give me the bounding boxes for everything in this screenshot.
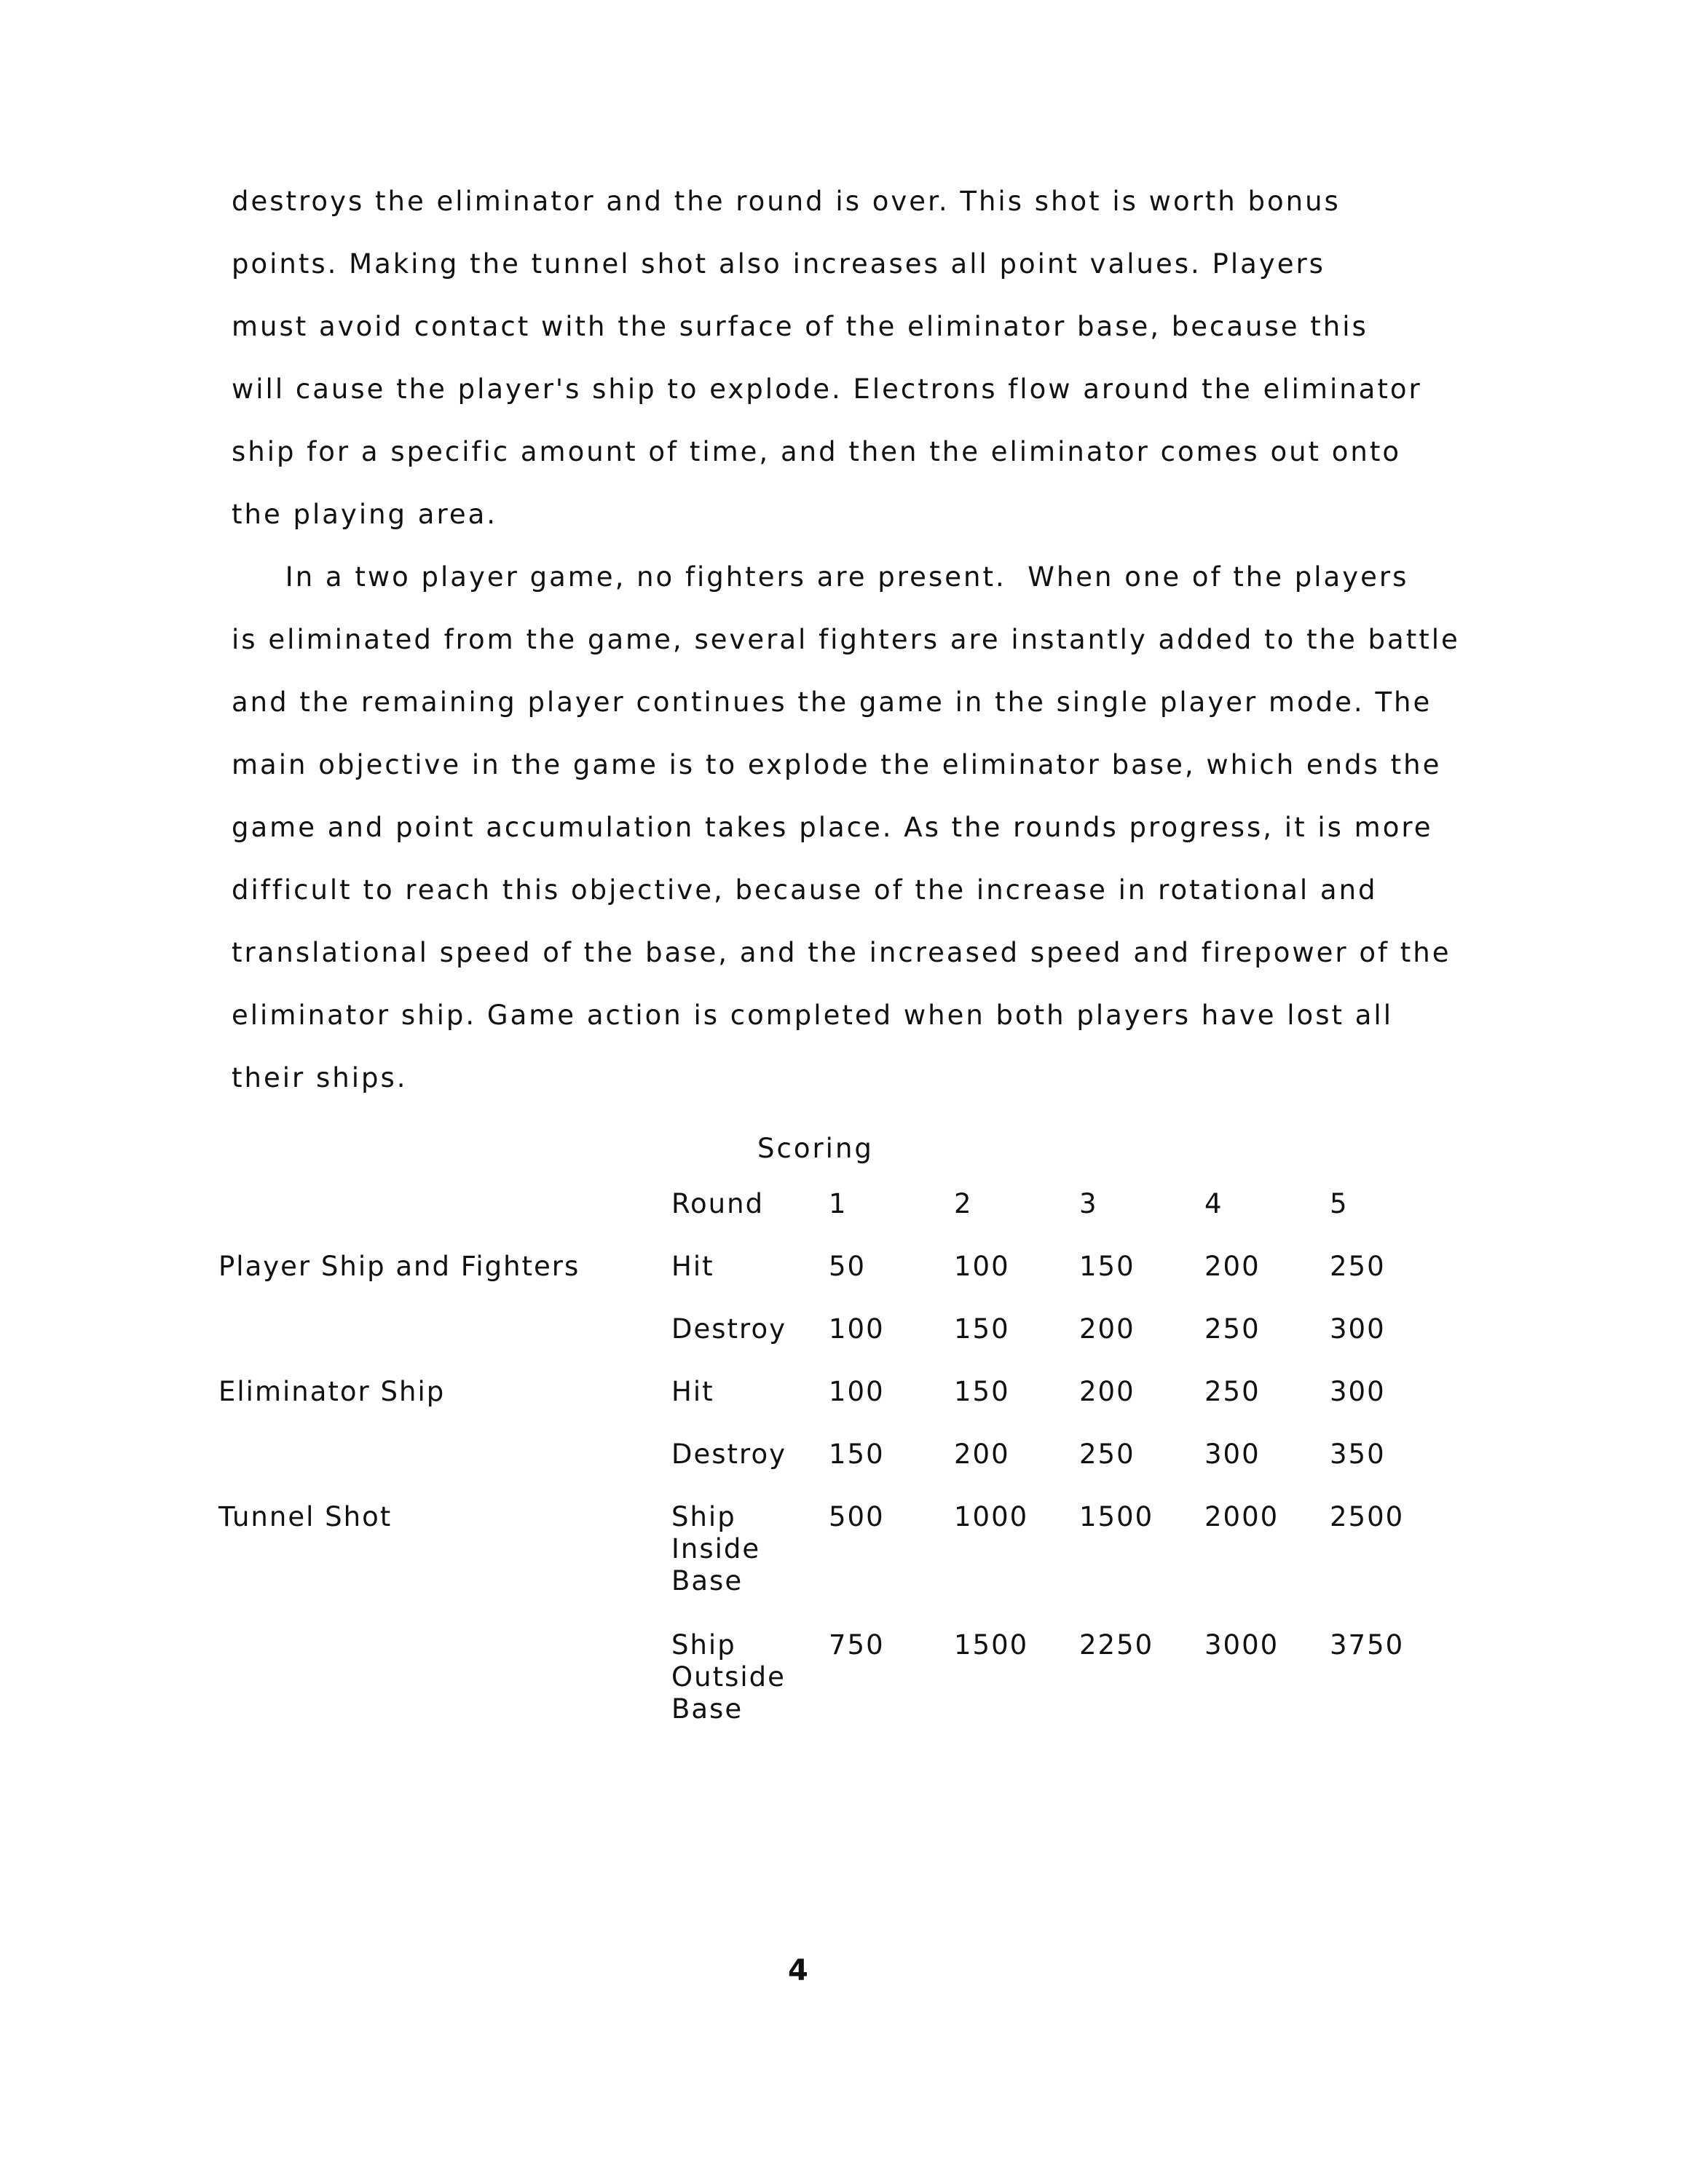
score-value: 200 — [1204, 1251, 1261, 1282]
scoring-table — [218, 1188, 1455, 1725]
paragraph-line: game and point accumulation takes place. As the rounds progress, it is more — [232, 812, 1433, 843]
paragraph-line: In a two player game, no fighters are present. When one of the players — [232, 561, 1409, 593]
round-number: 5 — [1330, 1188, 1349, 1219]
event-label-line: Base — [671, 1693, 744, 1725]
score-group-label — [218, 1313, 671, 1376]
score-value: 250 — [1330, 1251, 1386, 1282]
table-row — [218, 1313, 1455, 1376]
score-value: 250 — [1204, 1376, 1261, 1407]
paragraph-line: will cause the player's ship to explode. Electrons flow around the eliminator — [232, 373, 1422, 405]
paragraph-line: ship for a specific amount of time, and then the eliminator comes out onto — [232, 436, 1402, 467]
score-value: 150 — [954, 1313, 1010, 1345]
table-header-row — [218, 1188, 1455, 1251]
score-value: 3000 — [1204, 1629, 1279, 1661]
score-value: 2500 — [1330, 1501, 1405, 1532]
score-group-label: Tunnel Shot — [218, 1501, 393, 1532]
score-value: 1500 — [1079, 1501, 1154, 1532]
score-value: 300 — [1330, 1376, 1386, 1407]
table-row — [218, 1629, 1455, 1725]
score-value: 100 — [954, 1251, 1010, 1282]
score-value: 200 — [954, 1439, 1010, 1470]
paragraph-line: main objective in the game is to explode the eliminator base, which ends the — [232, 749, 1442, 780]
score-value: 100 — [829, 1376, 885, 1407]
score-value: 250 — [1204, 1313, 1261, 1345]
round-label: Round — [671, 1188, 765, 1219]
event-label-line: Base — [671, 1565, 744, 1597]
score-value: 2000 — [1204, 1501, 1279, 1532]
table-row — [218, 1251, 1455, 1313]
score-value: 200 — [1079, 1376, 1135, 1407]
score-event-label — [671, 1629, 829, 1725]
page-number: 4 — [788, 1954, 808, 1987]
score-group-label — [218, 1439, 671, 1501]
event-label-line: Ship — [671, 1501, 736, 1532]
paragraph-line: destroys the eliminator and the round is over. This shot is worth bonus — [232, 186, 1341, 217]
score-group-label — [218, 1629, 671, 1725]
score-value: 1000 — [954, 1501, 1029, 1532]
paragraph-line: eliminator ship. Game action is completed when both players have lost all — [232, 1000, 1393, 1031]
event-label-line: Outside — [671, 1661, 786, 1693]
round-number: 1 — [829, 1188, 848, 1219]
table-cell — [218, 1188, 671, 1251]
score-value: 150 — [829, 1439, 885, 1470]
score-value: 150 — [954, 1376, 1010, 1407]
paragraph-line: difficult to reach this objective, because of the increase in rotational and — [232, 874, 1378, 906]
paragraph-line: is eliminated from the game, several fighters are instantly added to the battle — [232, 624, 1460, 655]
paragraph-line: translational speed of the base, and the increased speed and firepower of the — [232, 937, 1451, 968]
event-label-line: Ship — [671, 1629, 736, 1661]
score-value: 3750 — [1330, 1629, 1405, 1661]
round-number: 3 — [1079, 1188, 1098, 1219]
score-event-label — [671, 1501, 829, 1629]
score-value: 300 — [1330, 1313, 1386, 1345]
paragraph-line: must avoid contact with the surface of the eliminator base, because this — [232, 311, 1368, 342]
score-value: 50 — [829, 1251, 867, 1282]
score-event-label: Destroy — [671, 1439, 786, 1470]
event-label-line: Inside — [671, 1533, 761, 1564]
score-value: 1500 — [954, 1629, 1029, 1661]
paragraph-line: points. Making the tunnel shot also increases all point values. Players — [232, 248, 1325, 280]
score-value: 150 — [1079, 1251, 1135, 1282]
table-row — [218, 1376, 1455, 1439]
score-event-label: Hit — [671, 1376, 714, 1407]
score-value: 350 — [1330, 1439, 1386, 1470]
score-value: 200 — [1079, 1313, 1135, 1345]
score-event-label: Destroy — [671, 1313, 786, 1345]
score-value: 750 — [829, 1629, 885, 1661]
score-group-label: Player Ship and Fighters — [218, 1251, 580, 1282]
paragraph-line: the playing area. — [232, 499, 498, 530]
round-number: 2 — [954, 1188, 973, 1219]
score-value: 2250 — [1079, 1629, 1154, 1661]
score-value: 250 — [1079, 1439, 1135, 1470]
score-value: 500 — [829, 1501, 885, 1532]
score-event-label: Hit — [671, 1251, 714, 1282]
round-number: 4 — [1204, 1188, 1223, 1219]
table-row — [218, 1439, 1455, 1501]
paragraph-line: their ships. — [232, 1062, 408, 1093]
table-row — [218, 1501, 1455, 1629]
score-value: 100 — [829, 1313, 885, 1345]
scoring-title: Scoring — [757, 1133, 874, 1164]
score-value: 300 — [1204, 1439, 1261, 1470]
paragraph-line: and the remaining player continues the game in the single player mode. The — [232, 687, 1432, 718]
score-group-label: Eliminator Ship — [218, 1376, 446, 1407]
